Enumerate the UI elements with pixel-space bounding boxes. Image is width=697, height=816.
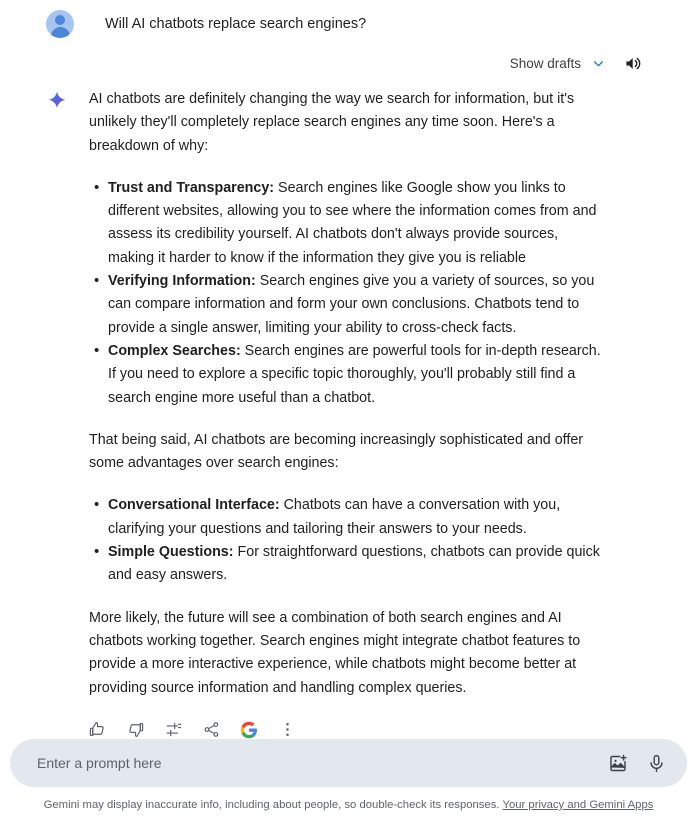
privacy-link[interactable]: Your privacy and Gemini Apps: [502, 799, 654, 811]
show-drafts-label: Show drafts: [509, 55, 581, 71]
list-item: [108, 177, 608, 270]
list-item-body: Search engines give you a variety of sources, so you can compare information and form your own conclusions. Chatbots tend to provide a single answer, limiting your ability to cross-check facts.: [108, 273, 595, 336]
show-drafts-button[interactable]: [510, 56, 605, 71]
prompt-bar-container: [10, 739, 687, 787]
user-message-row: [0, 0, 697, 38]
response-action-toolbar: [0, 700, 697, 742]
response-intro-paragraph: AI chatbots are definitely changing the way we search for information, but it's unlikely they'll completely replace search engines any time soon. Here's a breakdown of why:: [89, 91, 575, 154]
disclaimer-text: Gemini may display inaccurate info, including about people, so double-check its responses.: [43, 799, 500, 811]
response-closing-paragraph: More likely, the future will see a combination of both search engines and AI chatbots working together. Search engines might integrate chatbot features to provide a more interactive experience, while chatbots might become better at providing source information and handling complex queries.: [89, 609, 581, 696]
model-response-row: [0, 74, 697, 700]
drafts-toolbar: [0, 38, 697, 74]
user-message-text: Will AI chatbots replace search engines?: [105, 16, 367, 32]
user-avatar-icon: [46, 10, 74, 38]
list-item: [108, 494, 608, 541]
footer-disclaimer: [0, 798, 697, 813]
list-item-body: For straightforward questions, chatbots can provide quick and easy answers.: [108, 544, 600, 584]
prompt-bar[interactable]: [10, 739, 687, 787]
list-item-title: Complex Searches:: [108, 342, 241, 359]
list-item: [108, 541, 608, 588]
response-mid-paragraph: That being said, AI chatbots are becoming increasingly sophisticated and offer some advantages over search engines:: [89, 431, 584, 472]
avatar-body: [51, 27, 70, 38]
list-item-title: Verifying Information:: [108, 273, 256, 290]
list-item-body: Search engines are powerful tools for in-depth research. If you need to explore a specific topic thoroughly, you'll probably still find a search engine more useful than a chatbot.: [108, 342, 601, 406]
list-item-title: Conversational Interface:: [108, 497, 280, 514]
advantages-list: [89, 494, 608, 587]
list-item: [108, 340, 608, 410]
gemini-sparkle-icon: [46, 90, 68, 112]
list-item: [108, 270, 608, 340]
microphone-icon[interactable]: [643, 750, 669, 776]
list-item-body: Search engines like Google show you links to different websites, allowing you to see where the information comes from and assess its credibility yourself. AI chatbots don't always provide sources, making it harder to know if the information they give you is reliable: [108, 179, 597, 266]
chevron-down-icon[interactable]: [592, 57, 605, 70]
reasons-list: [89, 177, 608, 410]
prompt-input[interactable]: [35, 754, 593, 772]
list-item-title: Trust and Transparency:: [108, 179, 275, 196]
avatar-head: [55, 15, 65, 25]
add-image-icon[interactable]: [605, 750, 631, 776]
speaker-volume-icon[interactable]: [622, 52, 644, 74]
list-item-title: Simple Questions:: [108, 544, 234, 561]
model-response-text: [89, 88, 608, 700]
list-item-body: Chatbots can have a conversation with you, clarifying your questions and tailoring their answers to your needs.: [108, 497, 561, 537]
